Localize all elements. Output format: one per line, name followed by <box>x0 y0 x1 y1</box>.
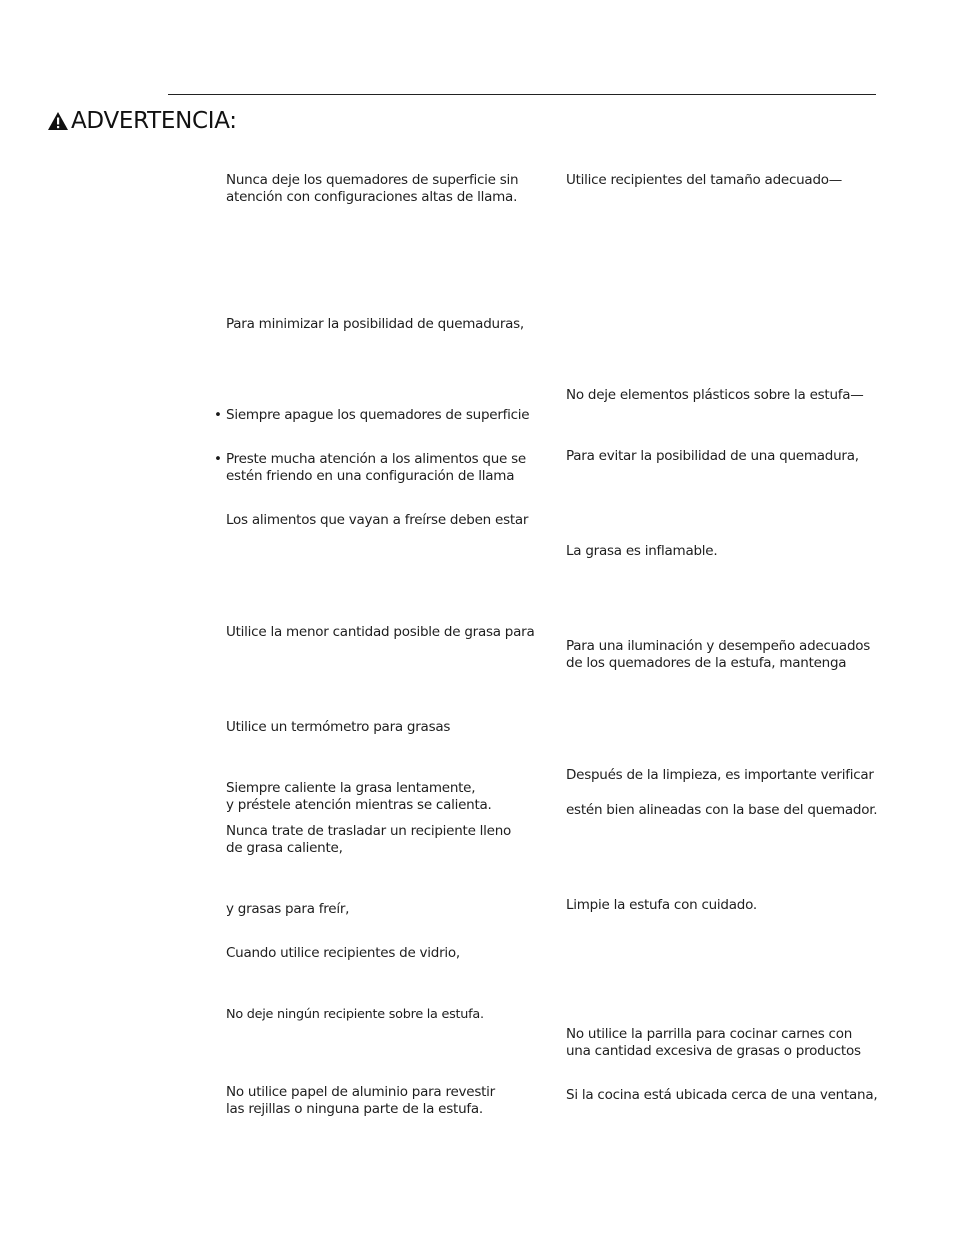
right-paragraph-2: No deje elementos plásticos sobre la estufa— <box>566 387 864 403</box>
right-paragraph-6a: Después de la limpieza, es importante verificar <box>566 767 874 783</box>
text-line: Preste mucha atención a los alimentos que se <box>226 451 526 467</box>
warning-header <box>47 105 237 137</box>
bullet-marker: • <box>214 451 222 467</box>
left-paragraph-2: Para minimizar la posibilidad de quemaduras, <box>226 316 524 332</box>
text-line: de grasa caliente, <box>226 840 343 856</box>
text-line: una cantidad excesiva de grasas o productos <box>566 1043 861 1059</box>
text-line: atención con configuraciones altas de llama. <box>226 189 518 205</box>
text-line: No utilice la parrilla para cocinar carnes con <box>566 1026 853 1042</box>
text-line: Siempre caliente la grasa lentamente, <box>226 780 476 796</box>
warning-triangle-icon <box>47 111 69 131</box>
right-paragraph-4: La grasa es inflamable. <box>566 543 718 559</box>
left-paragraph-5: Utilice un termómetro para grasas <box>226 719 451 735</box>
right-paragraph-5 <box>566 638 870 672</box>
left-paragraph-7 <box>226 823 511 857</box>
left-paragraph-4: Utilice la menor cantidad posible de grasa para <box>226 624 535 640</box>
header-rule <box>168 94 876 95</box>
left-bullet-2 <box>226 451 526 485</box>
text-line: Nunca deje los quemadores de superficie sin <box>226 172 519 188</box>
left-paragraph-9: Cuando utilice recipientes de vidrio, <box>226 945 460 961</box>
right-paragraph-8 <box>566 1026 861 1060</box>
left-paragraph-3: Los alimentos que vayan a freírse deben estar <box>226 512 529 528</box>
text-line: de los quemadores de la estufa, mantenga <box>566 655 847 671</box>
left-paragraph-11 <box>226 1084 495 1118</box>
right-paragraph-3: Para evitar la posibilidad de una quemadura, <box>566 448 859 464</box>
left-paragraph-10: No deje ningún recipiente sobre la estufa. <box>226 1007 484 1022</box>
warning-title: ADVERTENCIA: <box>71 108 237 134</box>
right-paragraph-7: Limpie la estufa con cuidado. <box>566 897 757 913</box>
text-line: y préstele atención mientras se calienta. <box>226 797 492 813</box>
right-paragraph-1: Utilice recipientes del tamaño adecuado— <box>566 172 843 188</box>
left-bullet-1: Siempre apague los quemadores de superficie <box>226 407 530 423</box>
text-line: estén friendo en una configuración de llama <box>226 468 515 484</box>
left-paragraph-1 <box>226 172 518 206</box>
left-paragraph-8: y grasas para freír, <box>226 901 350 917</box>
bullet-marker: • <box>214 407 222 423</box>
left-paragraph-6 <box>226 780 492 814</box>
right-paragraph-9: Si la cocina está ubicada cerca de una ventana, <box>566 1087 878 1103</box>
text-line: Para una iluminación y desempeño adecuados <box>566 638 871 654</box>
text-line: Nunca trate de trasladar un recipiente lleno <box>226 823 512 839</box>
right-paragraph-6b: estén bien alineadas con la base del quemador. <box>566 802 878 818</box>
text-line: las rejillas o ninguna parte de la estufa. <box>226 1101 483 1117</box>
text-line: No utilice papel de aluminio para revestir <box>226 1084 495 1100</box>
